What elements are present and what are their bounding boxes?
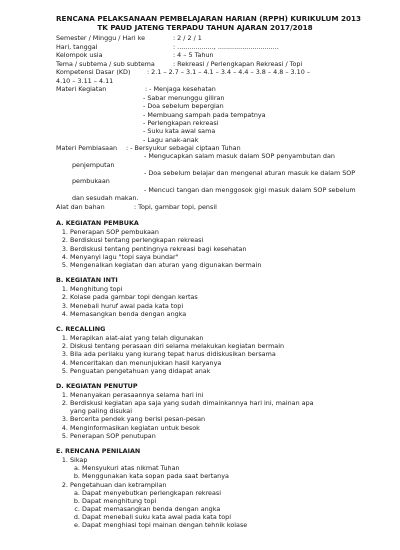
materi-pembiasaan-label: Materi Pembiasaan — [56, 143, 118, 152]
list-item: 3. Bercerita pendek yang berisi pesan-pesan — [70, 415, 354, 423]
materi-pembiasaan-item: : - Bersyukur sebagai ciptaan Tuhan — [126, 143, 241, 152]
info-label: Hari, tanggal — [56, 42, 98, 51]
materi-kegiatan — [56, 85, 354, 144]
penilaian-item: a. Mensyukuri atas nikmat Tuhan — [82, 464, 354, 472]
section-list — [56, 285, 354, 318]
section-list — [56, 228, 354, 269]
section-kegiatan-pembuka — [56, 219, 354, 269]
list-item: 3. Berdiskusi tentang pentingnya rekreasi bagi kesehatan — [70, 245, 354, 253]
list-item: 5. Mengenalkan kegiatan dan aturan yang digunakan bermain — [70, 261, 354, 269]
penilaian-item: c. Dapat memasangkan benda dengan angka — [82, 505, 354, 513]
section-recalling — [56, 325, 354, 375]
list-item: 4. Memasangkan benda dengan angka — [70, 310, 354, 318]
list-item-text: Berdiskusi kegiatan apa saja yang sudah dimainkannya hari ini, mainan apa — [70, 399, 314, 408]
section-kegiatan-inti — [56, 276, 354, 318]
materi-kegiatan-item: - Sabar menunggu giliran — [143, 93, 225, 102]
section-list — [56, 391, 354, 440]
penilaian-item: b. Menggunakan kata sopan pada saat bertanya — [82, 472, 354, 480]
materi-pembiasaan-line: pembukaan — [72, 177, 110, 186]
info-value: : 4 – 5 Tahun — [173, 51, 214, 60]
kd-continued: 4.10 – 3.11 – 4.11 — [56, 76, 114, 85]
materi-kegiatan-item: - Membuang sampah pada tempatnya — [143, 110, 266, 119]
info-value: : Rekreasi / Perlengkapan Rekreasi / Topi — [173, 59, 303, 68]
list-item: 4. Menyanyi lagu "topi saya bundar" — [70, 253, 354, 261]
penilaian-group — [70, 481, 354, 530]
document-title — [56, 14, 361, 32]
section-kegiatan-penutup — [56, 382, 354, 440]
materi-kegiatan-row — [56, 85, 354, 94]
info-row — [56, 34, 354, 43]
list-item-continued: yang paling disukai — [70, 407, 132, 416]
alat-bahan-label: Alat dan bahan — [56, 203, 105, 212]
section-rencana-penilaian — [56, 447, 354, 529]
materi-kegiatan-item: - Lagu anak-anak — [143, 135, 199, 144]
materi-pembiasaan-line: dan sesudah makan. — [72, 194, 139, 203]
info-value: : .................., .............................. — [173, 42, 279, 51]
materi-pembiasaan-line: penjemputan — [72, 160, 115, 169]
list-item: 1. Menanyakan perasaannya selama hari ini — [70, 391, 354, 399]
section-list — [56, 334, 354, 375]
info-row — [56, 51, 354, 60]
section-heading: C. RECALLING — [56, 324, 106, 333]
materi-kegiatan-item: - Doa sebelum bepergian — [143, 102, 224, 111]
materi-kegiatan-label: Materi Kegiatan — [56, 85, 107, 94]
info-block — [56, 34, 354, 85]
list-item: 2. Diskusi tentang perasaan diri selama melakukan kegiatan bermain — [70, 342, 354, 350]
info-row — [56, 43, 354, 52]
list-item: 3. Bila ada perilaku yang kurang tepat harus didiskusikan bersama — [70, 350, 354, 358]
penilaian-list — [56, 456, 354, 529]
penilaian-item: a. Dapat menyebutkan perlengkapan rekreasi — [82, 489, 354, 497]
title-line-2: TK PAUD JATENG TERPADU TAHUN AJARAN 2017/2018 — [97, 23, 313, 32]
penilaian-group-label: Pengetahuan dan ketrampilan — [70, 480, 167, 489]
list-item: 1. Penerapan SOP pembukaan — [70, 228, 354, 236]
penilaian-item: e. Dapat menghiasi topi mainan dengan tehnik kolase — [82, 521, 354, 529]
info-label: Semester / Minggu / Hari ke — [56, 34, 146, 42]
info-label: Kelompok usia — [56, 51, 103, 60]
list-item: 1. Menghitung topi — [70, 285, 354, 293]
info-row — [56, 68, 354, 77]
info-label: Tema / subtema / sub subtema — [56, 59, 155, 68]
section-heading: B. KEGIATAN INTI — [56, 275, 118, 284]
list-item: 3. Menebali huruf awal pada kata topi — [70, 302, 354, 310]
penilaian-group — [70, 456, 354, 480]
list-item: 4. Menginformasikan kegiatan untuk besok — [70, 424, 354, 432]
materi-kegiatan-item: - Perlengkapan rekreasi — [143, 118, 219, 127]
list-item: 5. Penguatan pengetahuan yang didapat anak — [70, 367, 354, 375]
materi-pembiasaan-line: - Doa sebelum belajar dan mengenal aturan masuk ke dalam SOP — [144, 169, 356, 178]
list-item: 2. Berdiskusi tentang perlengkapan rekreasi — [70, 236, 354, 244]
penilaian-item: b. Dapat menghitung topi — [82, 497, 354, 505]
info-row — [56, 60, 354, 69]
list-item: 5. Penerapan SOP penutupan — [70, 432, 354, 440]
materi-pembiasaan-row — [56, 144, 354, 153]
info-value: : 2 / 2 / 1 — [173, 34, 202, 42]
materi-kegiatan-item: : - Menjaga kesehatan — [145, 85, 216, 94]
materi-kegiatan-item: - Suku kata awal sama — [143, 127, 216, 136]
penilaian-sublist — [70, 464, 354, 480]
section-heading: D. KEGIATAN PENUTUP — [56, 381, 138, 390]
section-heading: E. RENCANA PENILAIAN — [56, 446, 141, 455]
info-value: : 2.1 – 2.7 – 3.1 – 4.1 – 3.4 – 4.4 – 3.8 – 4.8 – 3.10 – — [147, 68, 311, 77]
list-item — [70, 399, 354, 415]
materi-pembiasaan — [56, 144, 354, 203]
section-heading: A. KEGIATAN PEMBUKA — [56, 219, 139, 228]
list-item: 1. Merapikan alat-alat yang telah digunakan — [70, 334, 354, 342]
list-item: 2. Kolase pada gambar topi dengan kertas — [70, 293, 354, 301]
penilaian-group-label: Sikap — [70, 456, 88, 465]
info-label: Kompetensi Dasar (KD) — [56, 68, 131, 77]
alat-bahan-value: : Topi, gambar topi, pensil — [134, 203, 217, 212]
materi-pembiasaan-line: - Mencuci tangan dan menggosok gigi masuk dalam SOP sebelum — [144, 185, 356, 194]
penilaian-sublist — [70, 489, 354, 530]
title-line-1: RENCANA PELAKSANAAN PEMBELAJARAN HARIAN (RPPH) KURIKULUM 2013 — [56, 14, 361, 23]
alat-bahan — [56, 203, 354, 212]
materi-pembiasaan-line: - Mengucapkan salam masuk dalam SOP penyambutan dan — [144, 152, 335, 161]
penilaian-item: d. Dapat menebali suku kata awal pada kata topi — [82, 513, 354, 521]
list-item: 4. Menceritakan dan menunjukkan hasil karyanya — [70, 359, 354, 367]
